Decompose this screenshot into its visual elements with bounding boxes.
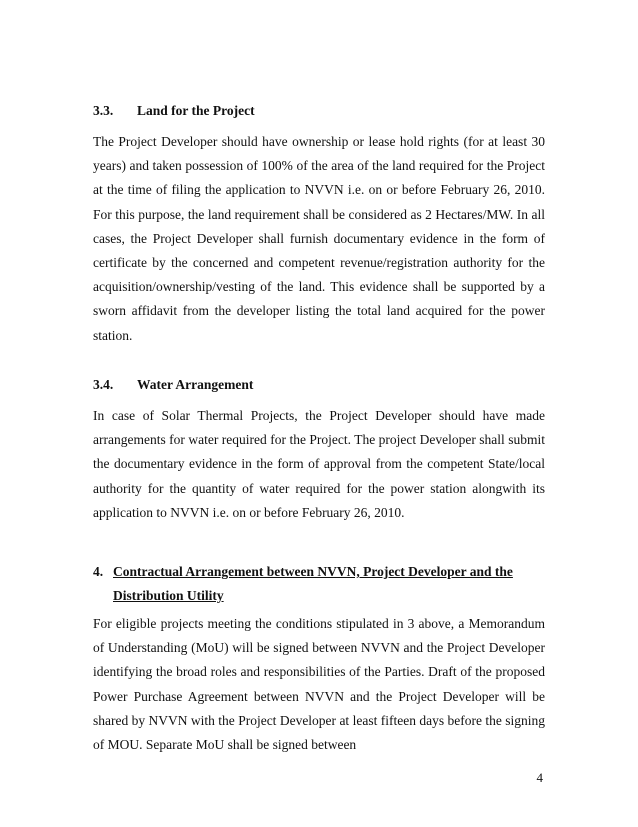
page-number: 4: [536, 770, 543, 785]
section-number: 3.3.: [93, 103, 114, 118]
section-title: Land for the Project: [137, 103, 255, 118]
section-title-line2: Distribution Utility: [113, 588, 224, 604]
section-number: 3.4.: [93, 377, 114, 392]
section-4-heading: [93, 560, 553, 608]
section-title: Water Arrangement: [137, 377, 254, 392]
section-number: 4.: [93, 564, 104, 579]
section-3-4-heading: [93, 377, 253, 393]
section-3-4-body: In case of Solar Thermal Projects, the Project Developer should have made arrangements for water required for the Project. The project Developer shall submit the documentary evidence in the form of approval from the competent State/local authority for the quantity of water required for the power station alongwith its application to NVVN i.e. on or before February 26, 2010.: [93, 408, 545, 520]
section-4-body: For eligible projects meeting the conditions stipulated in 3 above, a Memorandum of Understanding (MoU) will be signed between NVVN and the Project Developer identifying the broad roles and responsibilities of the Parties. Draft of the proposed Power Purchase Agreement between NVVN and the Project Developer will be shared by NVVN with the Project Developer at least fifteen days before the signing of MOU. Separate MoU shall be signed between: [93, 616, 545, 753]
section-3-3-heading: [93, 103, 255, 119]
section-title-line1: Contractual Arrangement between NVVN, Project Developer and the: [113, 564, 513, 579]
section-3-3-body: The Project Developer should have ownership or lease hold rights (for at least 30 years) and taken possession of 100% of the area of the land required for the Project at the time of filing the application to NVVN i.e. on or before February 26, 2010. For this purpose, the land requirement shall be considered as 2 Hectares/MW. In all cases, the Project Developer shall furnish documentary evidence in the form of certificate by the concerned and competent revenue/registration authority for the acquisition/ownership/vesting of the land. This evidence shall be supported by a sworn affidavit from the developer listing the total land acquired for the power station.: [93, 134, 545, 343]
